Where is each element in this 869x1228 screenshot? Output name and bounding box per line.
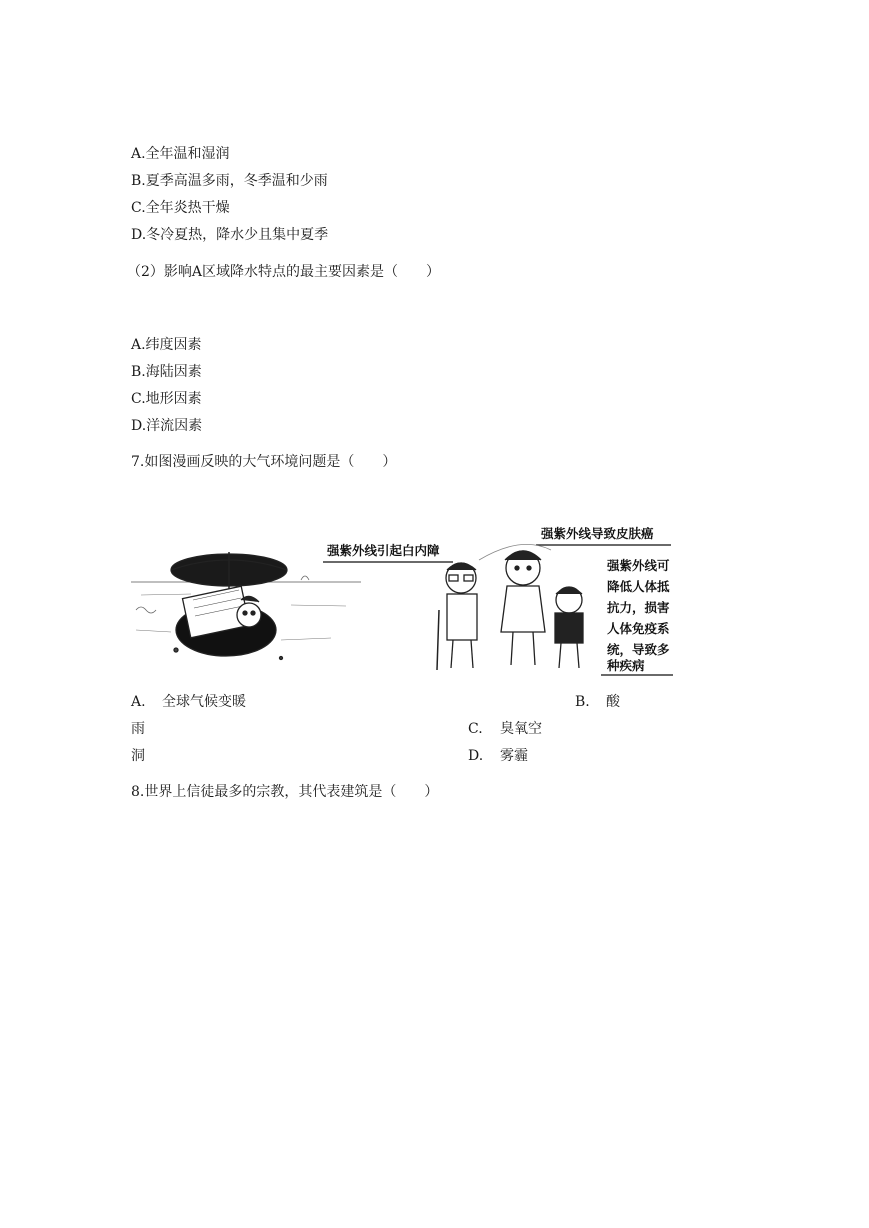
- q6-1-option-d: D.冬冷夏热，降水少且集中夏季: [131, 227, 329, 243]
- q7-stem: 7.如图漫画反映的大气环境问题是（ ）: [131, 454, 397, 470]
- q6-2-stem: （2）影响A区域降水特点的最主要因素是（ ）: [127, 264, 441, 280]
- q7-option-c-letter: C.: [468, 721, 483, 737]
- q6-1-option-b: B.夏季高温多雨，冬季温和少雨: [131, 173, 328, 189]
- caption-immune-line-3: 抗力，损害: [607, 600, 670, 615]
- family-drawing: [437, 544, 583, 670]
- q7-option-d-text: 雾霾: [500, 748, 528, 764]
- q7-option-a-letter: A.: [131, 694, 146, 710]
- q6-2-option-b: B.海陆因素: [131, 364, 202, 380]
- q7-option-b-text: 酸: [606, 694, 620, 710]
- q7-option-c-text: 臭氧空: [500, 721, 542, 737]
- caption-immune-line-5: 统，导致多: [607, 642, 670, 657]
- caption-cataract: 强紫外线引起白内障: [327, 543, 440, 558]
- q6-1-option-a: A.全年温和湿润: [131, 146, 230, 162]
- q7-option-b-continued: 雨: [131, 721, 145, 737]
- q6-2-option-c: C.地形因素: [131, 391, 202, 407]
- caption-immune-line-1: 强紫外线可: [607, 558, 670, 573]
- caption-immune: [601, 558, 673, 675]
- q6-2-option-d: D.洋流因素: [131, 418, 203, 434]
- caption-immune-line-6: 种疾病: [607, 658, 645, 673]
- q6-2-option-a: A.纬度因素: [131, 337, 202, 353]
- q7-option-d-letter: D.: [468, 748, 484, 764]
- caption-immune-line-4: 人体免疫系: [607, 621, 670, 636]
- caption-skin-cancer: 强紫外线导致皮肤癌: [541, 526, 654, 541]
- umbrella-reader-drawing: [131, 552, 361, 660]
- q7-option-c-continued: 洞: [131, 748, 145, 764]
- q7-option-b-letter: B.: [575, 694, 590, 710]
- ozone-cartoon: [131, 520, 691, 680]
- q6-1-option-c: C.全年炎热干燥: [131, 200, 230, 216]
- caption-immune-line-2: 降低人体抵: [607, 579, 670, 594]
- q8-stem: 8.世界上信徒最多的宗教，其代表建筑是（ ）: [131, 784, 439, 800]
- q7-option-a-text: 全球气候变暖: [162, 694, 246, 710]
